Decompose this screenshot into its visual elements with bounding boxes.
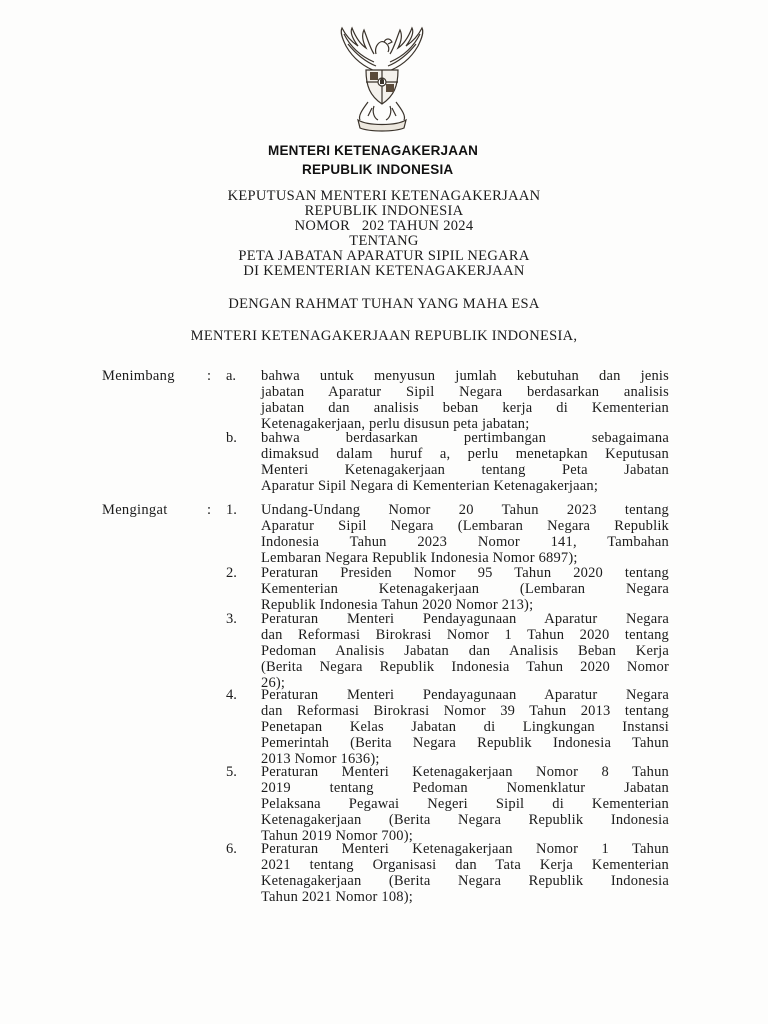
garuda-emblem-icon [328, 24, 436, 134]
number-suffix: TAHUN 2024 [388, 218, 474, 234]
text-line: Tahun 2019 Nomor 700); [261, 828, 413, 844]
decree-title-line-1: KEPUTUSAN MENTERI KETENAGAKERJAAN [227, 188, 541, 204]
mengingat-marker-5: 5. [226, 764, 237, 780]
mengingat-marker-3: 3. [226, 611, 237, 627]
text-line: Peraturan Menteri Pendayagunaan Aparatur Negara [261, 611, 669, 627]
text-line: dan Reformasi Birokrasi Nomor 39 Tahun 2013 tentang [261, 703, 669, 719]
mengingat-colon: : [207, 502, 212, 518]
number-prefix: NOMOR [294, 218, 351, 234]
decree-about-line: TENTANG [349, 233, 419, 249]
text-line: Kementerian Ketenagakerjaan (Lembaran Negara [261, 581, 669, 597]
mengingat-item-5 [261, 764, 669, 844]
text-line: Peraturan Menteri Pendayagunaan Aparatur Negara [261, 687, 669, 703]
mengingat-item-4 [261, 687, 669, 767]
issuer: MENTERI KETENAGAKERJAAN REPUBLIK INDONESIA, [190, 328, 578, 344]
invocation: DENGAN RAHMAT TUHAN YANG MAHA ESA [228, 296, 540, 312]
text-line: Pemerintah (Berita Negara Republik Indonesia Tahun [261, 735, 669, 751]
text-line: Aparatur Sipil Negara (Lembaran Negara Republik [261, 518, 669, 534]
mengingat-item-6 [261, 841, 669, 905]
mengingat-item-1 [261, 502, 669, 566]
text-line: (Berita Negara Republik Indonesia Tahun 2020 Nomor [261, 659, 669, 675]
text-line: dimaksud dalam huruf a, perlu menetapkan Keputusan [261, 446, 669, 462]
decree-number: 202 [361, 218, 385, 234]
text-line: jabatan dan analisis beban kerja di Kementerian [261, 400, 669, 416]
menimbang-item-b [261, 430, 669, 494]
text-line: Peraturan Presiden Nomor 95 Tahun 2020 tentang [261, 565, 669, 581]
decree-subject-line-1: PETA JABATAN APARATUR SIPIL NEGARA [238, 248, 530, 264]
mengingat-marker-2: 2. [226, 565, 237, 581]
text-line: Tahun 2021 Nomor 108); [261, 889, 413, 905]
text-line: Pedoman Analisis Jabatan dan Analisis Beban Kerja [261, 643, 669, 659]
text-line: 26); [261, 675, 286, 691]
decree-number-line [0, 218, 768, 234]
mengingat-marker-1: 1. [226, 502, 237, 518]
text-line: Indonesia Tahun 2023 Nomor 141, Tambahan [261, 534, 669, 550]
menimbang-marker-b: b. [226, 430, 237, 446]
text-line: Pelaksana Pegawai Negeri Sipil di Kementerian [261, 796, 669, 812]
menimbang-marker-a: a. [226, 368, 237, 384]
text-line: dan Reformasi Birokrasi Nomor 1 Tahun 2020 tentang [261, 627, 669, 643]
text-line: bahwa berdasarkan pertimbangan sebagaimana [261, 430, 669, 446]
menimbang-item-a [261, 368, 669, 432]
decree-title-line-2: REPUBLIK INDONESIA [304, 203, 464, 219]
text-line: Ketenagakerjaan (Berita Negara Republik Indonesia [261, 873, 669, 889]
menimbang-label: Menimbang [102, 368, 175, 384]
text-line: Undang-Undang Nomor 20 Tahun 2023 tentang [261, 502, 669, 518]
text-line: Ketenagakerjaan (Berita Negara Republik Indonesia [261, 812, 669, 828]
text-line: 2019 tentang Pedoman Nomenklatur Jabatan [261, 780, 669, 796]
text-line: Lembaran Negara Republik Indonesia Nomor 6897); [261, 550, 578, 566]
ministry-line-2: REPUBLIK INDONESIA [302, 162, 454, 177]
mengingat-label: Mengingat [102, 502, 168, 518]
text-line: Penetapan Kelas Jabatan di Lingkungan Instansi [261, 719, 669, 735]
decree-subject-line-2: DI KEMENTERIAN KETENAGAKERJAAN [243, 263, 525, 279]
mengingat-item-3 [261, 611, 669, 691]
menimbang-colon: : [207, 368, 212, 384]
text-line: 2021 tentang Organisasi dan Tata Kerja Kementerian [261, 857, 669, 873]
mengingat-marker-6: 6. [226, 841, 237, 857]
text-line: Peraturan Menteri Ketenagakerjaan Nomor 8 Tahun [261, 764, 669, 780]
text-line: 2013 Nomor 1636); [261, 751, 380, 767]
text-line: Peraturan Menteri Ketenagakerjaan Nomor 1 Tahun [261, 841, 669, 857]
text-line: Aparatur Sipil Negara di Kementerian Ketenagakerjaan; [261, 478, 599, 494]
text-line: Republik Indonesia Tahun 2020 Nomor 213); [261, 597, 534, 613]
text-line: bahwa untuk menyusun jumlah kebutuhan dan jenis [261, 368, 669, 384]
text-line: Ketenagakerjaan, perlu disusun peta jabatan; [261, 416, 530, 432]
text-line: jabatan Aparatur Sipil Negara berdasarkan analisis [261, 384, 669, 400]
text-line: Menteri Ketenagakerjaan tentang Peta Jabatan [261, 462, 669, 478]
mengingat-item-2 [261, 565, 669, 613]
ministry-line-1: MENTERI KETENAGAKERJAAN [268, 143, 479, 158]
mengingat-marker-4: 4. [226, 687, 237, 703]
